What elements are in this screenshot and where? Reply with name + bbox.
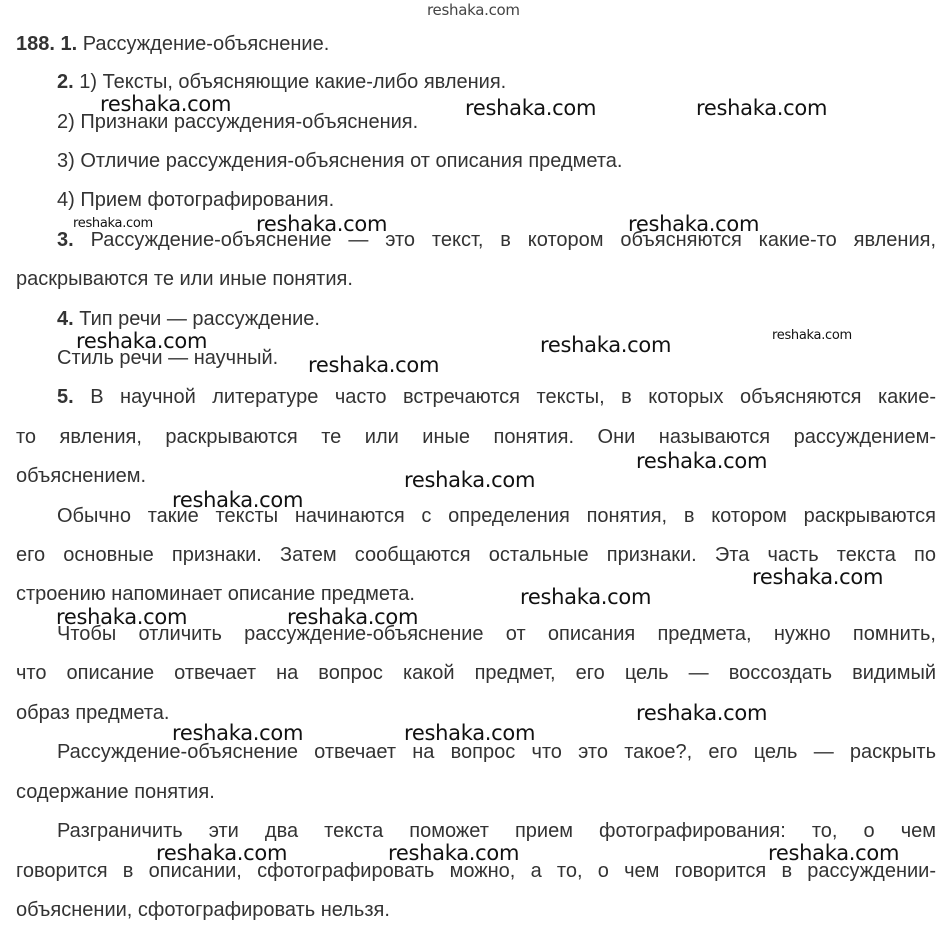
item-2-line-4: 4) Прием фотографирования. bbox=[57, 189, 335, 211]
item-5-p4-line-2: содержание понятия. bbox=[16, 781, 215, 803]
watermark: reshaka.com bbox=[772, 328, 852, 343]
watermark: reshaka.com bbox=[287, 605, 419, 629]
item-2-number: 2. bbox=[57, 71, 74, 93]
watermark: reshaka.com bbox=[540, 333, 672, 357]
item-3-line-2: раскрываются те или иные понятия. bbox=[16, 268, 353, 290]
task-header-line bbox=[16, 32, 329, 56]
item-1-text: Рассуждение-объяснение. bbox=[82, 33, 330, 55]
watermark: reshaka.com bbox=[520, 585, 652, 609]
watermark: reshaka.com bbox=[76, 329, 208, 353]
item-3-line-1 bbox=[57, 228, 936, 252]
watermark: reshaka.com bbox=[256, 212, 388, 236]
item-5-p1-text-1: В научной литературе часто встречаются тексты, в которых объясняются какие- bbox=[90, 386, 936, 408]
item-5-p3-line-2: что описание отвечает на вопрос какой предмет, его цель — воссоздать видимый bbox=[16, 662, 936, 684]
item-4-line-2: Стиль речи — научный. bbox=[57, 347, 279, 369]
item-2-line-1 bbox=[57, 70, 506, 94]
item-5-number: 5. bbox=[57, 386, 74, 408]
watermark: reshaka.com bbox=[56, 605, 188, 629]
item-2-text-1: 1) Тексты, объясняющие какие-либо явления. bbox=[79, 71, 507, 93]
watermark: reshaka.com bbox=[768, 841, 900, 865]
item-5-p3-line-1: Чтобы отличить рассуждение-объяснение от описания предмета, нужно помнить, bbox=[57, 623, 936, 645]
item-5-p4-line-1: Рассуждение-объяснение отвечает на вопрос что это такое?, его цель — раскрыть bbox=[57, 741, 936, 763]
watermark: reshaka.com bbox=[636, 449, 768, 473]
watermark: reshaka.com bbox=[404, 468, 536, 492]
item-5-p5-line-1: Разграничить эти два текста поможет прием фотографирования: то, о чем bbox=[57, 820, 936, 842]
task-number: 188. bbox=[16, 33, 55, 55]
item-5-p1-line-3: объяснением. bbox=[16, 465, 147, 487]
watermark: reshaka.com bbox=[100, 92, 232, 116]
item-4-text: Тип речи — рассуждение. bbox=[79, 308, 320, 330]
item-5-p3-line-3: образ предмета. bbox=[16, 702, 170, 724]
watermark: reshaka.com bbox=[465, 96, 597, 120]
watermark: reshaka.com bbox=[308, 353, 440, 377]
watermark: reshaka.com bbox=[156, 841, 288, 865]
item-3-number: 3. bbox=[57, 229, 74, 251]
watermark: reshaka.com bbox=[172, 721, 304, 745]
item-5-p1-line-2: то явления, раскрываются те или иные понятия. Они называются рассуждением- bbox=[16, 426, 936, 448]
item-5-p1-line-1 bbox=[57, 385, 936, 409]
watermark: reshaka.com bbox=[628, 212, 760, 236]
item-1-number: 1. bbox=[60, 33, 78, 55]
item-5-p5-line-3: объяснении, сфотографировать нельзя. bbox=[16, 899, 390, 921]
item-5-p2-line-1: Обычно такие тексты начинаются с определения понятия, в котором раскрываются bbox=[57, 505, 936, 527]
item-4-line-1 bbox=[57, 307, 320, 331]
watermark: reshaka.com bbox=[172, 488, 304, 512]
watermark-top: reshaka.com bbox=[427, 1, 520, 19]
item-3-text: Рассуждение-объяснение — это текст, в котором объясняются какие-то явления, bbox=[90, 229, 937, 251]
item-4-number: 4. bbox=[57, 308, 74, 330]
watermark: reshaka.com bbox=[404, 721, 536, 745]
item-5-p2-line-2: его основные признаки. Затем сообщаются остальные признаки. Эта часть текста по bbox=[16, 544, 936, 566]
watermark: reshaka.com bbox=[388, 841, 520, 865]
watermark: reshaka.com bbox=[73, 216, 153, 231]
item-2-line-3: 3) Отличие рассуждения-объяснения от описания предмета. bbox=[57, 150, 623, 172]
watermark: reshaka.com bbox=[696, 96, 828, 120]
watermark: reshaka.com bbox=[636, 701, 768, 725]
item-2-line-2: 2) Признаки рассуждения-объяснения. bbox=[57, 111, 419, 133]
watermark: reshaka.com bbox=[752, 565, 884, 589]
item-5-p2-line-3: строению напоминает описание предмета. bbox=[16, 583, 415, 605]
item-5-p5-line-2: говорится в описании, сфотографировать можно, а то, о чем говорится в рассуждении- bbox=[16, 860, 936, 882]
